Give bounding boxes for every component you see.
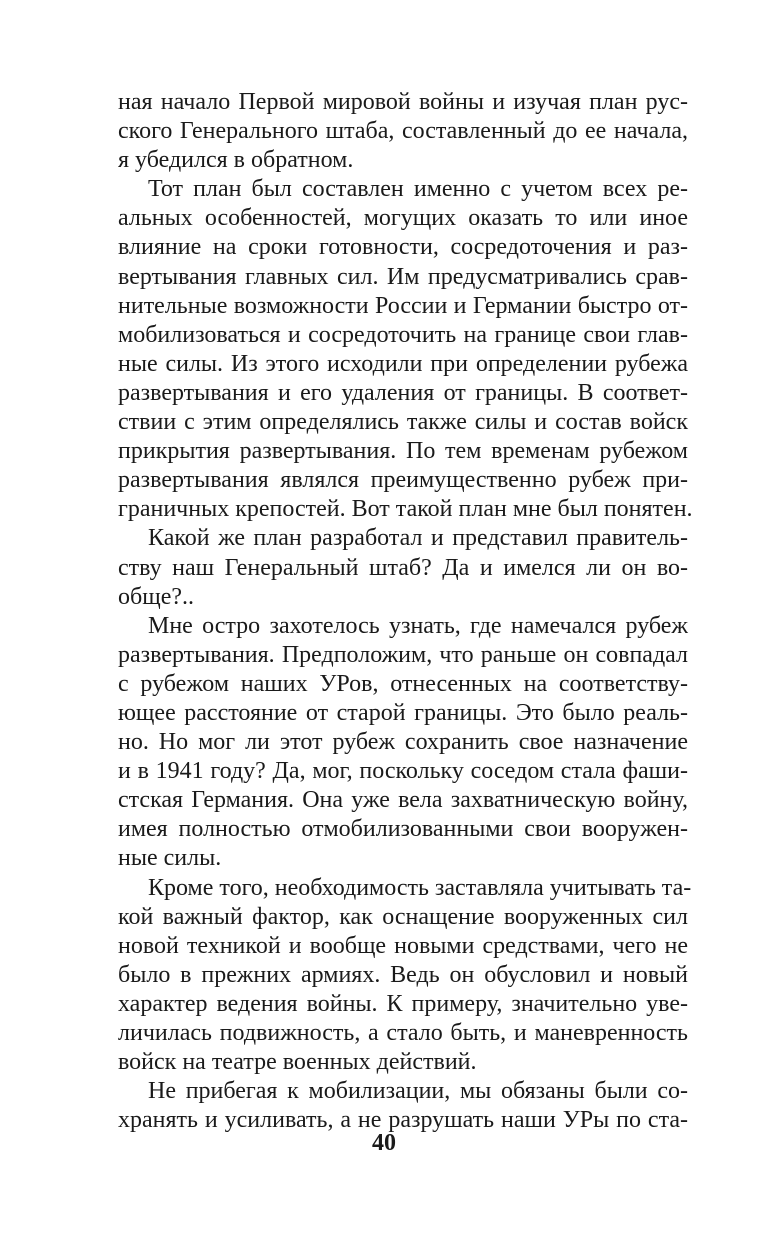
text-line: Не прибегая к мобилизации, мы обязаны были со- [148, 1078, 688, 1105]
text-line: ные силы. [118, 845, 222, 872]
text-line: и в 1941 году? Да, мог, поскольку соседом стала фаши- [118, 758, 688, 785]
text-line: кой важный фактор, как оснащение вооруженных сил [118, 903, 688, 930]
text-line: имея полностью отмобилизованными свои вооружен- [118, 816, 688, 843]
text-line: мобилизоваться и сосредоточить на границе свои глав- [118, 321, 688, 348]
text-line: Мне остро захотелось узнать, где намечался рубеж [148, 612, 688, 639]
text-line: Кроме того, необходимость заставляла учитывать та- [148, 874, 692, 901]
text-line: ная начало Первой мировой войны и изучая план рус- [118, 89, 688, 115]
page-body [118, 88, 693, 1135]
text-line: с рубежом наших УРов, отнесенных на соответству- [118, 670, 688, 697]
text-line: нительные возможности России и Германии быстро от- [118, 292, 688, 319]
text-line: личилась подвижность, а стало быть, и маневренность [118, 1020, 688, 1046]
text-line: новой техникой и вообще новыми средствами, чего не [118, 932, 688, 959]
text-line: влияние на сроки готовности, сосредоточения и раз- [118, 234, 688, 261]
text-line: стская Германия. Она уже вела захватническую войну, [118, 787, 688, 814]
text-line: развертывания. Предположим, что раньше он совпадал [118, 641, 688, 668]
text-line: характер ведения войны. К примеру, значительно уве- [118, 990, 688, 1017]
text-line: обще?.. [118, 583, 194, 610]
text-line: но. Но мог ли этот рубеж сохранить свое назначение [118, 729, 688, 756]
text-line: ные силы. Из этого исходили при определении рубежа [118, 350, 688, 377]
page-number: 40 [372, 1130, 396, 1156]
text-line: ющее расстояние от старой границы. Это было реаль- [118, 699, 688, 726]
text-line: граничных крепостей. Вот такой план мне был понятен. [118, 496, 693, 523]
text-line: альных особенностей, могущих оказать то или иное [118, 205, 688, 232]
text-line: развертывания и его удаления от границы. В соответ- [118, 379, 688, 406]
text-line: Тот план был составлен именно с учетом всех ре- [148, 176, 688, 203]
text-line: хранять и усиливать, а не разрушать наши УРы по ста- [118, 1107, 688, 1134]
text-line: я убедился в обратном. [118, 147, 354, 174]
text-line: было в прежних армиях. Ведь он обусловил и новый [118, 961, 688, 988]
text-line: прикрытия развертывания. По тем временам рубежом [118, 438, 688, 465]
text-line: ского Генерального штаба, составленный до ее начала, [118, 118, 688, 145]
text-line: развертывания являлся преимущественно рубеж при- [118, 467, 688, 494]
text-line: Какой же план разработал и представил правитель- [148, 525, 688, 552]
text-line: войск на театре военных действий. [118, 1049, 477, 1076]
text-line: ству наш Генеральный штаб? Да и имелся ли он во- [118, 554, 688, 581]
text-line: вертывания главных сил. Им предусматривались срав- [118, 263, 688, 290]
text-line: ствии с этим определялись также силы и состав войск [118, 409, 688, 436]
